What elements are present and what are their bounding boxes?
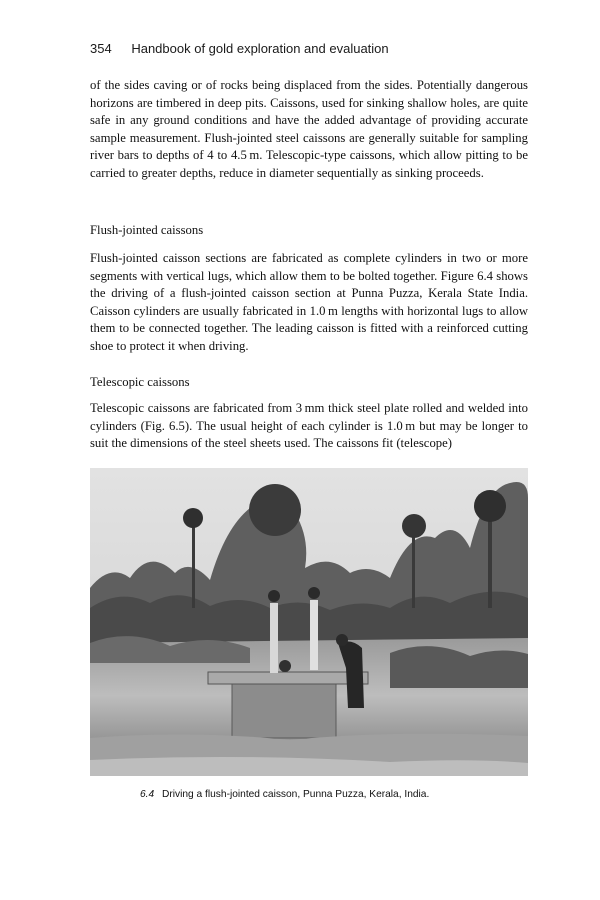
running-header (90, 41, 540, 56)
paragraph-telescopic-caissons: Telescopic caissons are fabricated from 3 mm thick steel plate rolled and welded into cylinders (Fig. 6.5). The usual height of each cylinder is 1.0 m but may be longer to suit the dimensions of the steel sheets used. The caissons fit (telescope) (90, 401, 528, 450)
paragraph-sampling-pits: of the sides caving or of rocks being displaced from the sides. Potentially dangerous horizons are timbered in deep pits. Caissons, used for sinking shallow holes, are quite safe in any ground conditions and have the added advantage of providing accurate sample measurement. Flush-jointed steel caissons are generally suitable for sampling river bars to depths of 4 to 4.5 m. Telescopic-type caissons, which allow pitting to be carried to greater depths, reduce in diameter sequentially as sinking proceeds. (90, 78, 528, 180)
running-title: Handbook of gold exploration and evaluation (131, 41, 389, 56)
heading-flush-jointed-caissons: Flush-jointed caissons (90, 223, 204, 237)
paragraph-flush-jointed-caissons: Flush-jointed caisson sections are fabricated as complete cylinders in two or more segments with vertical lugs, which allow them to be bolted together. Figure 6.4 shows the driving of a flush-jointed caisson section at Punna Puzza, Kerala State India. Caisson cylinders are usually fabricated in 1.0 m lengths with horizontal lugs to allow them to be connected together. The leading caisson is fitted with a reinforced cutting shoe to protect it when driving. (90, 251, 528, 353)
caisson-photograph (90, 468, 528, 776)
heading-telescopic-caissons: Telescopic caissons (90, 375, 190, 389)
page-number: 354 (90, 41, 112, 56)
figure-caption-text: Driving a flush-jointed caisson, Punna Puzza, Kerala, India. (162, 789, 430, 800)
figure-caption (140, 789, 429, 800)
figure-number: 6.4 (140, 789, 155, 800)
